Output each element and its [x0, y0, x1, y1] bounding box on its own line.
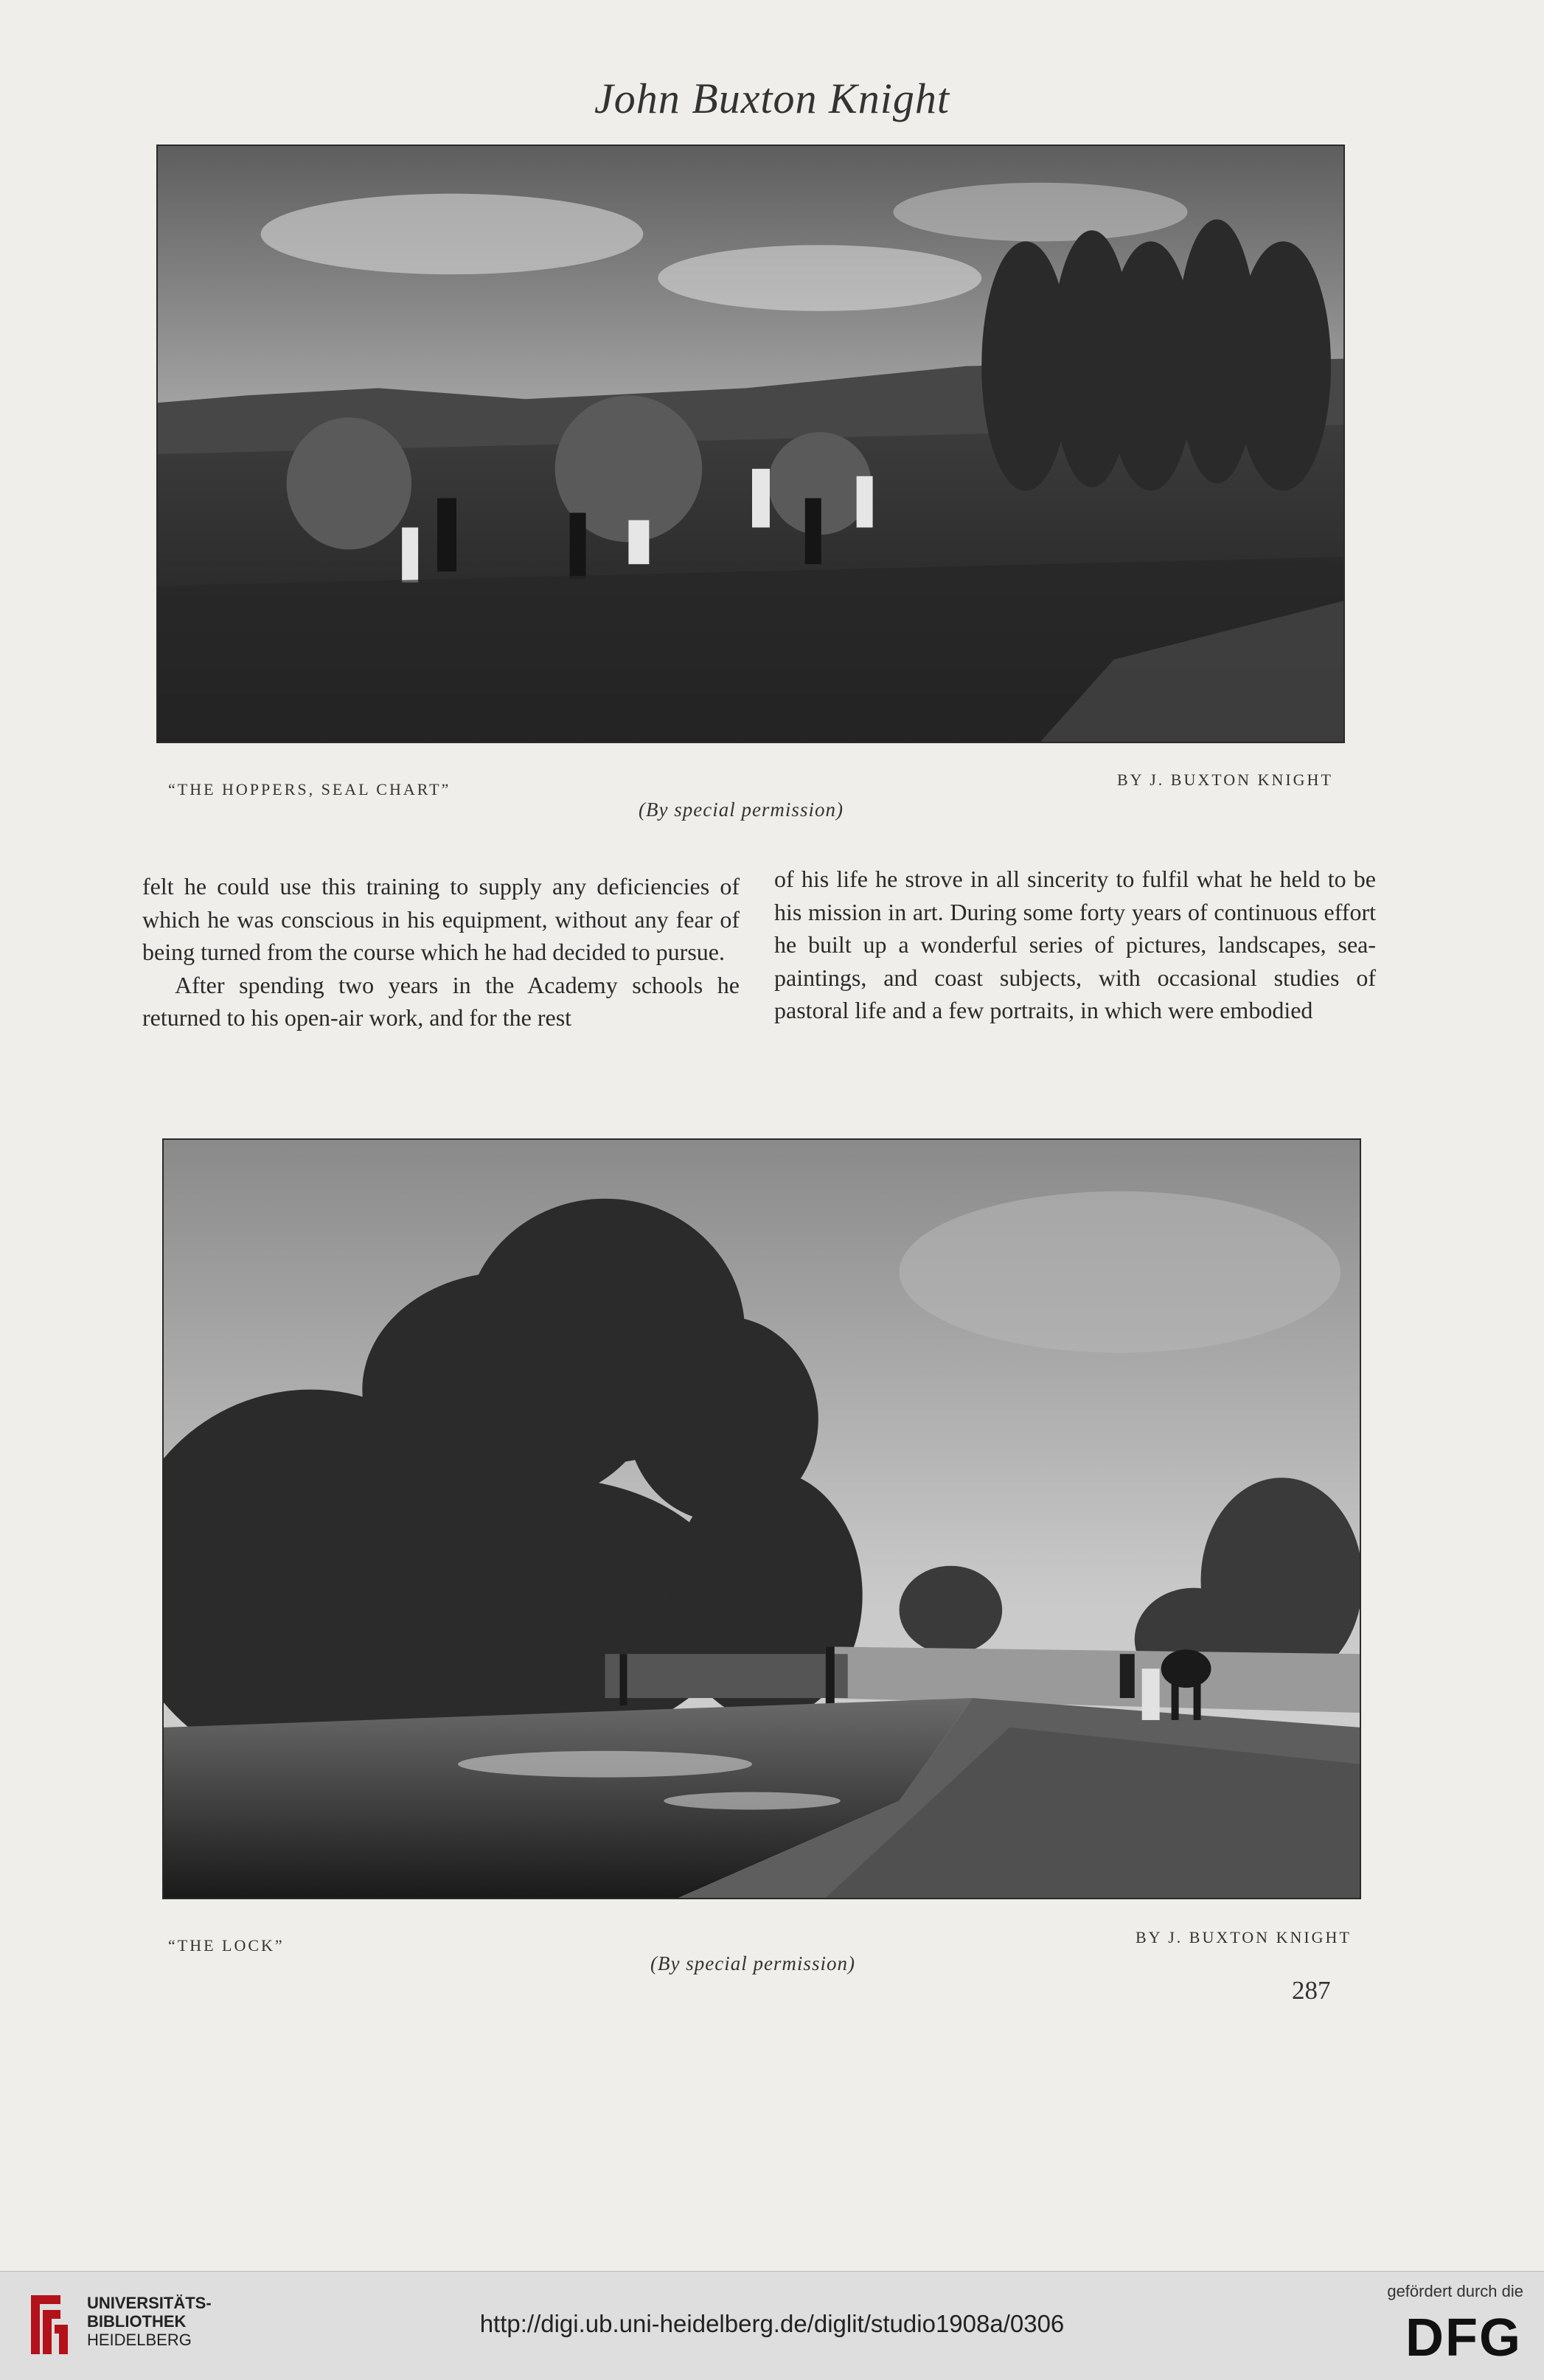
lock-caption-permission: (By special permission) [650, 1952, 855, 1974]
lock-caption-artist: BY J. BUXTON KNIGHT [1136, 1928, 1352, 1946]
page-number: 287 [1292, 1976, 1331, 2005]
hoppers-caption-artist: BY J. BUXTON KNIGHT [1117, 770, 1333, 789]
text-column-right [774, 863, 1376, 1027]
hoppers-caption-title: “THE HOPPERS, SEAL CHART” [168, 780, 451, 798]
page-title: John Buxton Knight [594, 74, 950, 122]
hoppers-painting [156, 145, 1345, 743]
lock-painting [162, 1138, 1361, 1899]
sponsor-label: gefördert durch die [1387, 2282, 1523, 2300]
paragraph: felt he could use this training to supply any deficiencies of which he was conscious in his equipment, without any fear of being turned from the course which he had decided to pursue. [142, 873, 740, 965]
text-column-left [142, 870, 740, 1034]
paragraph: of his life he strove in all sincerity to fulfil what he held to be his mission in art. During some forty years of continuous effort he built up a wonderful series of pictures, landscapes, sea-paintings, and coast subjects, with occasional studies of pastoral life and a few portraits, in which were embodied [774, 866, 1376, 1023]
library-name-line2: BIBLIOTHEK [87, 2312, 187, 2331]
digitization-url-link[interactable]: http://digi.ub.uni-heidelberg.de/diglit/studio1908a/0306 [479, 2310, 1065, 2337]
library-name-line1: UNIVERSITÄTS- [87, 2294, 212, 2312]
hoppers-caption-permission: (By special permission) [639, 798, 844, 821]
library-name-line3: HEIDELBERG [87, 2331, 192, 2349]
paragraph: After spending two years in the Academy schools he returned to his open-air work, and for the rest [142, 971, 740, 1031]
dfg-logo: DFG [1405, 2308, 1522, 2367]
lock-caption-title: “THE LOCK” [168, 1936, 285, 1955]
footer-bar [0, 2271, 1544, 2380]
